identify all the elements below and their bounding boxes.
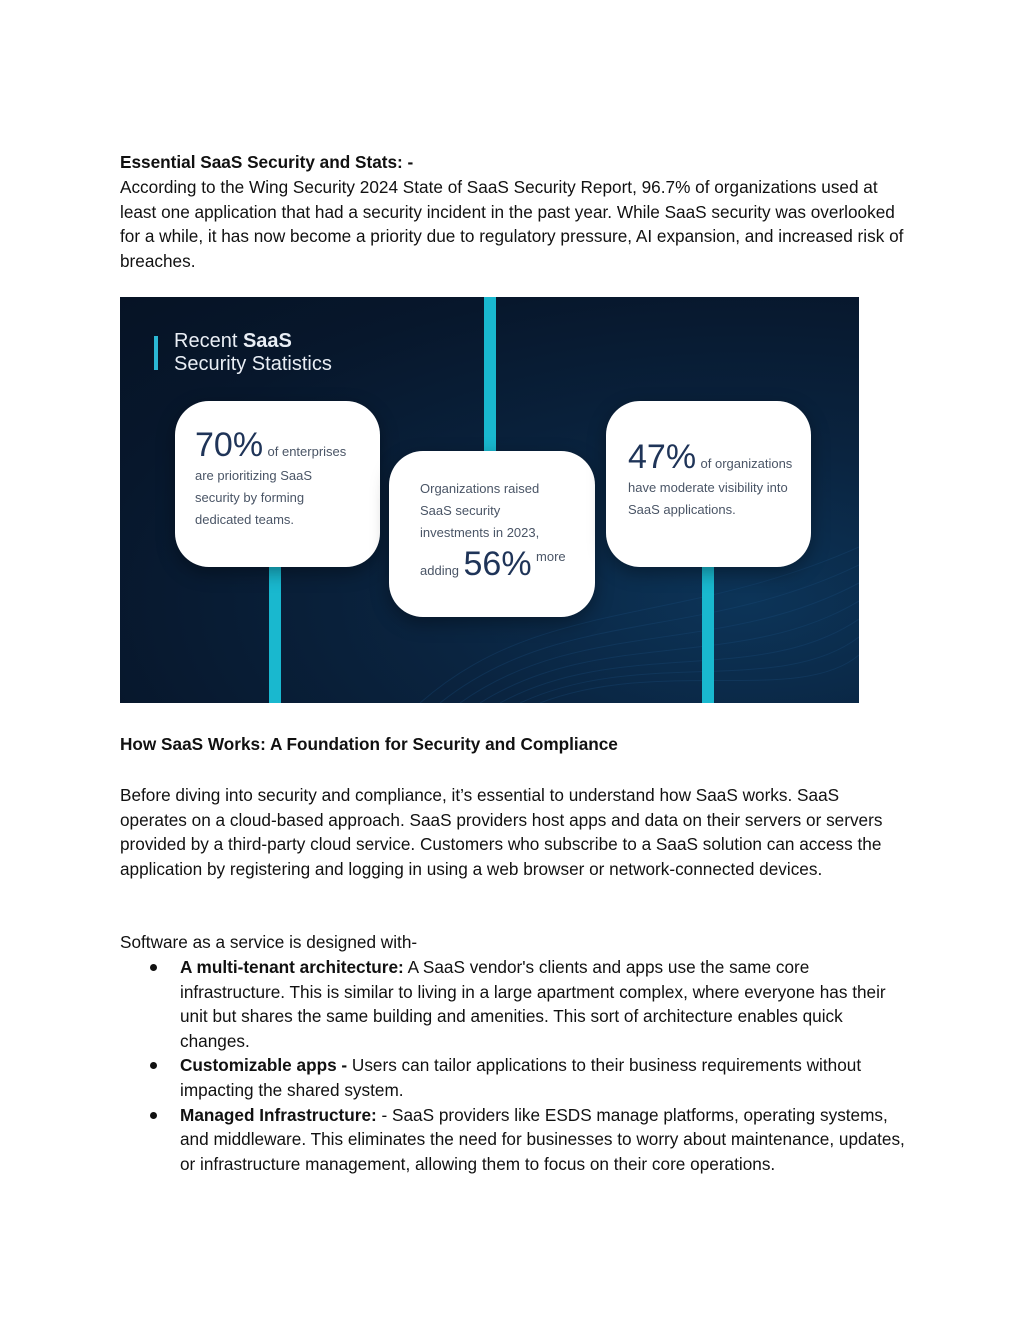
card-text-line: Organizations raised xyxy=(420,481,540,496)
connector-line-left xyxy=(269,559,281,703)
stat-prefix: adding xyxy=(420,563,460,578)
stat-caption: more xyxy=(536,549,566,564)
list-item-term: Customizable apps - xyxy=(180,1055,348,1076)
stat-caption: of organizations xyxy=(700,456,793,471)
bullet-icon xyxy=(150,964,157,971)
section-heading-how-saas-works: How SaaS Works: A Foundation for Security and Compliance xyxy=(120,734,618,754)
card-text-line: SaaS security xyxy=(420,503,501,518)
connector-line-right xyxy=(702,559,714,703)
list-item xyxy=(120,1053,910,1102)
title-bold: SaaS xyxy=(242,330,292,352)
section-heading-stats: Essential SaaS Security and Stats: - xyxy=(120,152,414,172)
connector-line-top xyxy=(484,297,496,457)
list-item-term: Managed Infrastructure: xyxy=(180,1104,377,1125)
stat-caption: of enterprises xyxy=(267,444,347,459)
card-text-line: have moderate visibility into xyxy=(628,480,788,495)
list-item-text: Users can tailor applications to their business requirements without impacting the shared system. xyxy=(180,1055,862,1100)
bullet-icon xyxy=(150,1112,157,1119)
stat-card-47 xyxy=(606,401,811,567)
title-accent-bar xyxy=(154,336,158,370)
list-item xyxy=(120,955,910,1053)
stat-value: 56% xyxy=(463,545,532,583)
bullet-icon xyxy=(150,1062,157,1069)
list-item-term: A multi-tenant architecture: xyxy=(180,957,404,977)
stat-card-56 xyxy=(389,451,595,617)
card-text-line: dedicated teams. xyxy=(195,512,295,527)
list-item-text: - SaaS providers like ESDS manage platforms, operating systems, and middleware. This eliminates the need for businesses to worry about maintenance, updates, or infrastructure management, allowing them to focus on their core operations. xyxy=(180,1104,905,1174)
saas-statistics-infographic xyxy=(120,297,859,703)
card-text-line: are prioritizing SaaS xyxy=(195,468,313,483)
how-saas-works-paragraph: Before diving into security and compliance, it’s essential to understand how SaaS works. SaaS operates on a cloud-based approach. SaaS providers host apps and data on their servers or servers provided by a third-party cloud service. Customers who subscribe to a SaaS solution can access the application by registering and logging in using a web browser or network-connected devices. xyxy=(120,785,883,879)
title-line-2: Security Statistics xyxy=(174,353,332,375)
stats-paragraph: According to the Wing Security 2024 State of SaaS Security Report, 96.7% of organizations used at least one application that had a security incident in the past year. While SaaS security was overlooked for a while, it has now become a priority due to regulatory pressure, AI expansion, and increased risk of breaches. xyxy=(120,177,904,271)
list-item-text: A SaaS vendor's clients and apps use the same core infrastructure. This is similar to living in a large apartment complex, where everyone has their unit but shares the same building and amenities. This sort of architecture enables quick changes. xyxy=(180,957,886,1051)
card-text-line: investments in 2023, xyxy=(420,525,540,540)
design-features-list xyxy=(120,955,910,1176)
card-text-line: SaaS applications. xyxy=(628,502,736,517)
card-text-line: security by forming xyxy=(195,490,305,505)
design-intro: Software as a service is designed with- xyxy=(120,932,418,952)
stat-value: 47% xyxy=(628,438,697,476)
list-item xyxy=(120,1103,910,1177)
stat-card-70 xyxy=(175,401,380,567)
stat-value: 70% xyxy=(195,426,264,464)
title-prefix: Recent xyxy=(174,330,243,352)
